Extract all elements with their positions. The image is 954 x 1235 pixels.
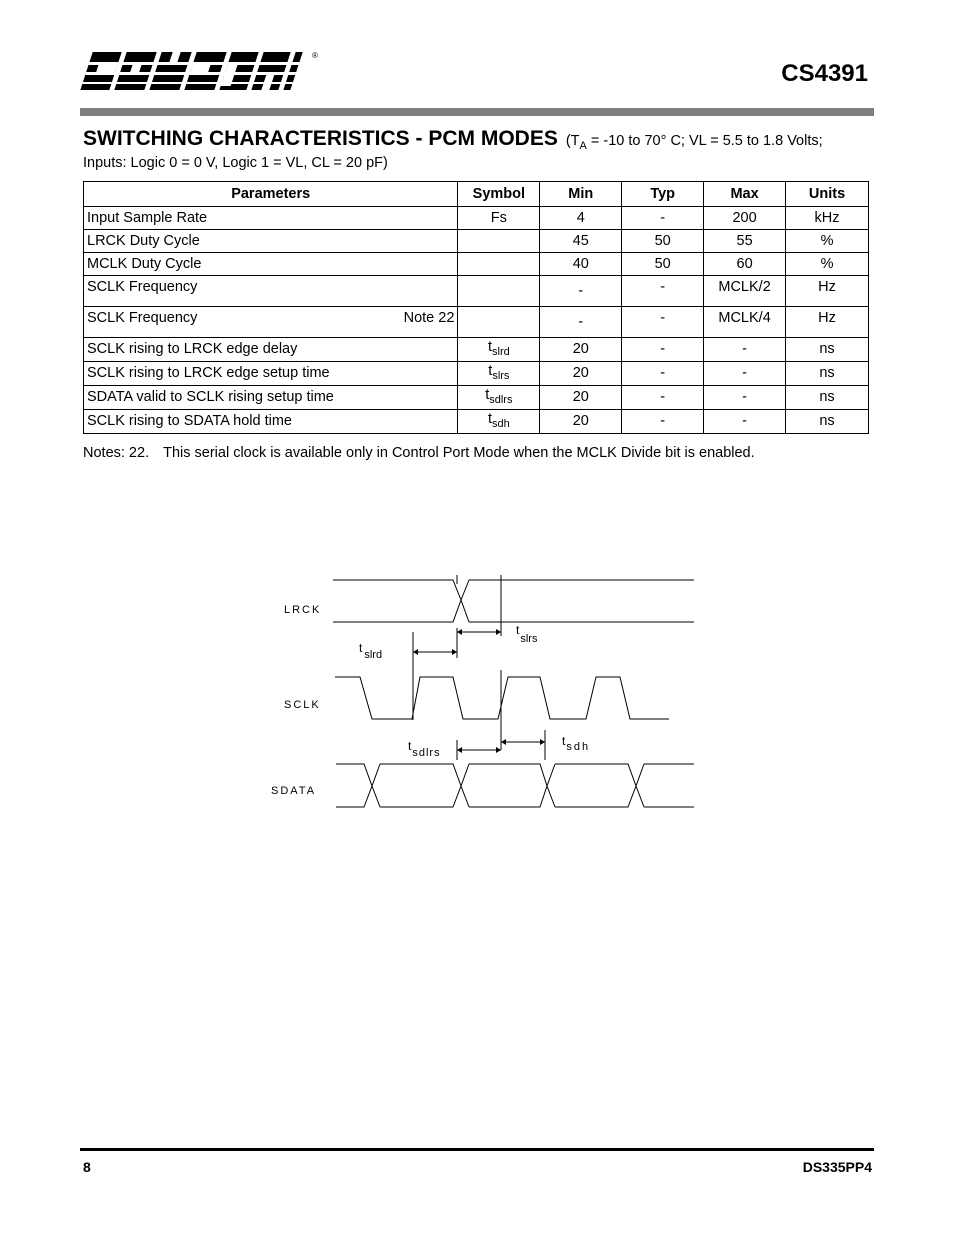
cell-typ: 50 [622,230,704,253]
label-tslrd: t slrd [359,641,383,661]
sclk-waveform [335,677,669,719]
cell-symbol [458,253,540,276]
signal-label-lrck: LRCK [284,604,322,616]
cell-symbol: $t_{slrd}$ [458,338,540,362]
section-conditions: ($T_A = -10$ to 70° C; VL = 5.5 to 1.8 Volts; [565,133,823,152]
section-title-line [83,127,883,152]
cell-max: - [704,409,786,433]
part-number: CS4391 [781,60,868,87]
cell-max: - [704,361,786,385]
table-header-row [84,182,869,207]
timing-diagram [260,570,700,820]
header-min: Min [540,182,622,207]
cell-units: ns [786,385,869,409]
cell-units: Hz [786,276,869,307]
section-conditions-line2: Inputs: Logic 0 = 0 V, Logic 1 = VL, CL = 20 pF) [83,155,388,171]
cell-typ: - [622,409,704,433]
header-rule [80,108,874,116]
label-tslrs: tslrs [516,623,538,645]
cell-max: 55 [704,230,786,253]
header-parameters: Parameters [84,182,458,207]
cell-units: ns [786,409,869,433]
cell-parameter: LRCK Duty Cycle [84,230,458,253]
cell-symbol [458,276,540,307]
cell-max: MCLK/4 [704,307,786,338]
table-row [84,276,869,307]
cell-typ: - [622,207,704,230]
cell-units: % [786,230,869,253]
cell-min: 45 [540,230,622,253]
table-row [84,338,869,362]
cell-units: Hz [786,307,869,338]
svg-text:®: ® [312,51,318,60]
cell-parameter: MCLK Duty Cycle [84,253,458,276]
cell-symbol: $t_{slrs}$ [458,361,540,385]
header-units: Units [786,182,869,207]
cell-units: % [786,253,869,276]
cell-typ: - [622,385,704,409]
table-row [84,409,869,433]
cell-typ: - [622,338,704,362]
table-row [84,385,869,409]
notes [83,445,755,461]
table-row [84,207,869,230]
cell-typ: - [622,276,704,307]
cell-max: MCLK/2 [704,276,786,307]
cell-max: - [704,338,786,362]
footer-rule [80,1148,874,1151]
cell-parameter: SCLK rising to SDATA hold time [84,409,458,433]
cell-symbol [458,307,540,338]
cell-symbol: Fs [458,207,540,230]
header-symbol: Symbol [458,182,540,207]
cell-min: 40 [540,253,622,276]
table-row [84,307,869,338]
cell-symbol [458,230,540,253]
cell-max: - [704,385,786,409]
switching-characteristics-table [83,181,869,434]
sdata-waveform [336,764,694,807]
cell-parameter: SCLK Frequency [84,276,458,307]
cell-parameter: SCLK rising to LRCK edge setup time [84,361,458,385]
cell-parameter: SCLK Frequency Note 22 [84,307,458,338]
cell-min: 20 [540,338,622,362]
section-title: SWITCHING CHARACTERISTICS - PCM MODES [83,127,558,150]
cell-typ: 50 [622,253,704,276]
cell-min: 20 [540,361,622,385]
header-max: Max [704,182,786,207]
table-row [84,253,869,276]
cell-min: 20 [540,385,622,409]
note-text: This serial clock is available only in Control Port Mode when the MCLK Divide bit is enabled. [163,445,755,461]
page-number: 8 [83,1159,91,1175]
cell-typ: - [622,361,704,385]
cell-min: - [540,307,622,338]
document-id: DS335PP4 [802,1159,872,1175]
cell-max: 60 [704,253,786,276]
header-typ: Typ [622,182,704,207]
cell-min: 20 [540,409,622,433]
cell-symbol: $t_{sdh}$ [458,409,540,433]
table-row [84,230,869,253]
cell-units: ns [786,361,869,385]
cell-typ: - [622,307,704,338]
note-number: Notes: 22. [83,445,150,461]
cell-parameter: SCLK rising to LRCK edge delay [84,338,458,362]
lrck-waveform [333,580,694,622]
label-tsdh: tsdh [562,734,591,753]
cell-min: - [540,276,622,307]
cell-units: ns [786,338,869,362]
cell-max: 200 [704,207,786,230]
signal-label-sdata: SDATA [271,785,317,797]
cell-min: 4 [540,207,622,230]
cell-symbol: $t_{sdlrs}$ [458,385,540,409]
label-tsdlrs: tsdlrs [408,739,441,759]
cell-units: kHz [786,207,869,230]
cell-note: Note 22 [403,310,455,326]
cell-parameter: SDATA valid to SCLK rising setup time [84,385,458,409]
table-row [84,361,869,385]
cell-parameter: Input Sample Rate [84,207,458,230]
signal-label-sclk: SCLK [284,699,321,711]
crystal-logo [80,48,330,94]
